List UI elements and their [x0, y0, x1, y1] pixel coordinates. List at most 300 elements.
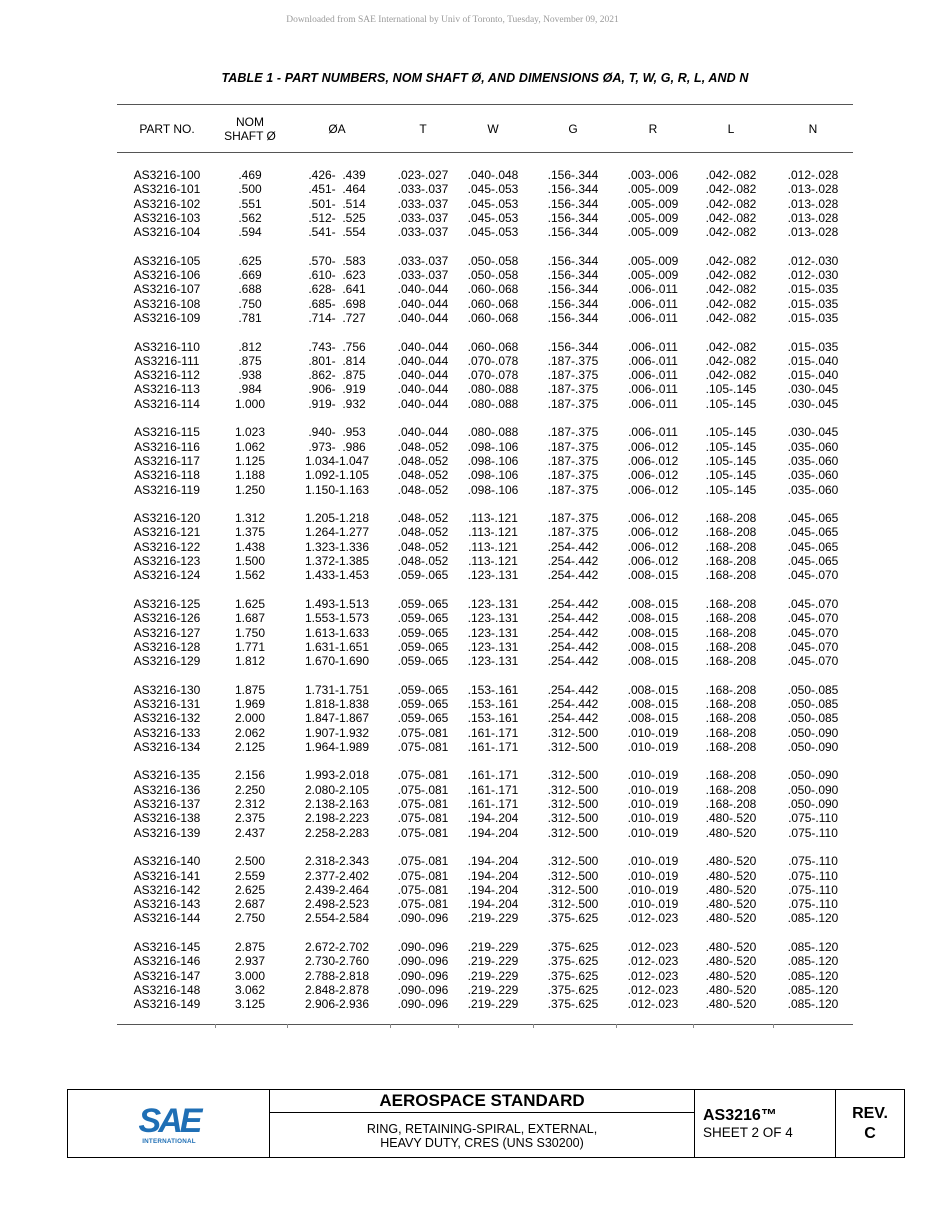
table-cell: .075-.081	[397, 854, 449, 869]
table-cell: .085-.120	[787, 997, 839, 1012]
table-cell: .090-.096	[397, 997, 449, 1012]
table-cell: .050-.090	[787, 782, 839, 797]
table-cell: 1.250	[234, 482, 266, 497]
table-cell: 1.023	[234, 425, 266, 440]
table-cell: .168-.208	[705, 739, 757, 754]
table-cell: .123-.131	[467, 639, 519, 654]
table-cell: .161-.171	[467, 739, 519, 754]
table-cell: .059-.065	[397, 696, 449, 711]
table-cell: .040-.044	[397, 368, 449, 383]
table-cell: .312-.500	[547, 882, 599, 897]
table-cell: AS3216-118	[134, 468, 200, 483]
table-cell: .194-.204	[467, 825, 519, 840]
table-cell: .080-.088	[467, 425, 519, 440]
table-cell: .090-.096	[397, 968, 449, 983]
table-cell: .113-.121	[468, 554, 518, 569]
table-cell: .312-.500	[547, 811, 599, 826]
table-cell: .254-.442	[547, 625, 599, 640]
table-cell: .743- .756	[308, 339, 366, 354]
table-cell: AS3216-115	[134, 425, 200, 440]
table-cell: .312-.500	[547, 897, 599, 912]
table-cell: 1.818-1.838	[304, 696, 370, 711]
table-cell: .023-.027	[397, 168, 449, 182]
table-cell: 1.438	[234, 539, 266, 554]
table-cell: .254-.442	[547, 554, 599, 569]
table-cell: .113-.121	[468, 525, 518, 540]
table-cell: .048-.052	[397, 539, 449, 554]
table-cell: AS3216-133	[133, 725, 201, 740]
table-cell: 2.318-2.343	[304, 854, 370, 869]
table-cell: .480-.520	[705, 868, 757, 883]
table-cell: 2.312	[234, 797, 266, 812]
table-cell: .194-.204	[467, 854, 519, 869]
table-cell: .042-.082	[705, 196, 757, 211]
table-cell: .123-.131	[467, 611, 519, 626]
table-cell: AS3216-131	[133, 696, 201, 711]
table-cell: .015-.040	[787, 353, 839, 368]
table-cell: .254-.442	[547, 568, 599, 583]
table-cell: AS3216-101	[133, 182, 201, 197]
table-cell: .006-.012	[627, 525, 679, 540]
header-t: T	[419, 122, 427, 136]
table-cell: AS3216-105	[133, 253, 201, 268]
header-l: L	[727, 122, 735, 136]
table-cell: .105-.145	[705, 453, 757, 468]
table-cell: 3.125	[234, 997, 266, 1012]
table-cell: .168-.208	[705, 539, 757, 554]
header-w: W	[487, 122, 499, 136]
table-cell: .050-.085	[787, 711, 839, 726]
table-cell: .105-.145	[705, 468, 757, 483]
table-cell: .551	[238, 196, 262, 211]
table-cell: .098-.106	[467, 439, 519, 454]
table-cell: 2.062	[234, 725, 266, 740]
table-cell: .090-.096	[397, 940, 449, 955]
table-cell: AS3216-144	[133, 911, 201, 926]
table-cell: .050-.090	[787, 768, 839, 783]
table-cell: AS3216-100	[133, 168, 201, 182]
table-cell: 1.771	[234, 639, 266, 654]
col-dia-a	[287, 168, 387, 1012]
table-cell: 2.906-2.936	[304, 997, 370, 1012]
table-cell: 2.625	[234, 882, 266, 897]
table-cell: 1.562	[234, 568, 266, 583]
table-cell: .006-.011	[628, 382, 678, 397]
sae-logo-text: SAE	[138, 1101, 199, 1140]
table-cell: .940- .953	[308, 425, 366, 440]
table-cell: AS3216-146	[133, 954, 201, 969]
table-cell: .008-.015	[627, 639, 679, 654]
table-cell: .010-.019	[627, 868, 679, 883]
table-cell: .045-.053	[467, 196, 519, 211]
table-cell: AS3216-138	[133, 811, 201, 826]
column-separator	[533, 1024, 534, 1028]
table-cell: .006-.011	[628, 282, 678, 297]
table-cell: AS3216-130	[133, 682, 201, 697]
table-cell: 2.750	[234, 911, 266, 926]
table-cell: AS3216-106	[133, 268, 201, 283]
table-cell: .040-.044	[397, 396, 449, 411]
table-cell: .312-.500	[547, 868, 599, 883]
table-cell: .010-.019	[627, 725, 679, 740]
table-cell: .045-.053	[467, 182, 519, 197]
table-cell: .098-.106	[467, 482, 519, 497]
table-cell: .254-.442	[547, 682, 599, 697]
table-cell: 2.156	[234, 768, 266, 783]
table-cell: 2.875	[234, 940, 266, 955]
table-cell: .045-.070	[787, 568, 839, 583]
table-cell: .059-.065	[397, 682, 449, 697]
table-cell: .048-.052	[397, 482, 449, 497]
table-cell: 1.375	[234, 525, 266, 540]
table-cell: .013-.028	[787, 225, 839, 240]
table-cell: .187-.375	[547, 368, 599, 383]
table-cell: .219-.229	[467, 954, 519, 969]
table-cell: AS3216-109	[133, 310, 201, 325]
table-cell: .050-.085	[787, 696, 839, 711]
table-cell: .105-.145	[705, 396, 757, 411]
table-cell: .050-.058	[467, 253, 519, 268]
table-cell: .075-.081	[397, 797, 449, 812]
table-cell: 1.188	[234, 468, 266, 483]
table-cell: .012-.023	[627, 968, 679, 983]
table-cell: 1.264-1.277	[304, 525, 370, 540]
table-cell: .075-.110	[788, 868, 838, 883]
table-cell: .006-.011	[628, 396, 678, 411]
table-cell: .541- .554	[308, 225, 366, 240]
table-cell: .426- .439	[308, 168, 366, 182]
column-separator	[390, 1024, 391, 1028]
table-cell: .050-.090	[787, 797, 839, 812]
table-cell: .059-.065	[397, 611, 449, 626]
table-cell: .045-.065	[787, 511, 839, 526]
table-cell: .187-.375	[547, 439, 599, 454]
table-cell: .090-.096	[397, 954, 449, 969]
col-l	[693, 168, 769, 1012]
table-cell: .812	[238, 339, 262, 354]
table-cell: .033-.037	[397, 210, 449, 225]
revision-value: C	[864, 1124, 876, 1142]
header-n: N	[808, 122, 818, 136]
table-cell: .060-.068	[467, 296, 519, 311]
header-nom-shaft	[215, 105, 285, 153]
table-cell: .075-.110	[788, 811, 838, 826]
col-nom-shaft	[215, 168, 285, 1012]
document-title-line1: RING, RETAINING-SPIRAL, EXTERNAL,	[366, 1122, 598, 1136]
table-cell: .375-.625	[547, 968, 599, 983]
table-cell: .512- .525	[308, 210, 366, 225]
column-separator	[616, 1024, 617, 1028]
table-cell: .168-.208	[705, 596, 757, 611]
table-cell: AS3216-124	[133, 568, 201, 583]
table-cell: .156-.344	[547, 225, 599, 240]
table-cell: AS3216-112	[134, 368, 200, 383]
table-cell: AS3216-140	[133, 854, 201, 869]
table-cell: .008-.015	[627, 654, 679, 669]
table-cell: .075-.081	[397, 768, 449, 783]
table-cell: 2.080-2.105	[304, 782, 370, 797]
table-cell: .187-.375	[547, 425, 599, 440]
table-cell: 2.250	[234, 782, 266, 797]
table-cell: .500	[238, 182, 262, 197]
table-cell: AS3216-120	[133, 511, 201, 526]
table-cell: AS3216-135	[133, 768, 201, 783]
col-w	[458, 168, 528, 1012]
table-cell: .875	[238, 353, 262, 368]
table-cell: .194-.204	[467, 882, 519, 897]
table-cell: .059-.065	[397, 596, 449, 611]
table-cell: .035-.060	[787, 468, 839, 483]
table-cell: .168-.208	[705, 782, 757, 797]
table-cell: .015-.035	[787, 339, 839, 354]
table-cell: AS3216-141	[133, 868, 201, 883]
table-cell: .312-.500	[547, 739, 599, 754]
table-cell: .040-.044	[397, 353, 449, 368]
table-cell: .006-.012	[627, 539, 679, 554]
table-cell: .042-.082	[705, 253, 757, 268]
table-cell: .862- .875	[308, 368, 366, 383]
table-cell: .006-.012	[627, 482, 679, 497]
table-cell: .480-.520	[705, 825, 757, 840]
table-cell: .194-.204	[467, 868, 519, 883]
table-cell: 1.731-1.751	[304, 682, 370, 697]
table-cell: .048-.052	[397, 453, 449, 468]
table-cell: .714- .727	[308, 310, 366, 325]
table-cell: .045-.070	[787, 611, 839, 626]
table-cell: .006-.011	[628, 425, 678, 440]
table-cell: .006-.011	[628, 296, 678, 311]
table-cell: .123-.131	[467, 654, 519, 669]
table-cell: 2.439-2.464	[304, 882, 370, 897]
table-cell: .006-.011	[628, 339, 678, 354]
table-cell: AS3216-136	[133, 782, 201, 797]
table-cell: 2.672-2.702	[304, 940, 370, 955]
table-cell: .480-.520	[705, 854, 757, 869]
table-cell: AS3216-114	[134, 396, 200, 411]
table-cell: .194-.204	[467, 897, 519, 912]
table-cell: .688	[238, 282, 262, 297]
table-cell: AS3216-103	[133, 210, 201, 225]
sae-logo-cell	[68, 1090, 270, 1157]
table-cell: .042-.082	[705, 310, 757, 325]
table-cell: .010-.019	[627, 768, 679, 783]
table-cell: 1.969	[234, 696, 266, 711]
table-cell: .012-.023	[627, 982, 679, 997]
table-cell: 1.625	[234, 596, 266, 611]
table-cell: .075-.081	[397, 739, 449, 754]
table-cell: .906- .919	[308, 382, 366, 397]
table-cell: .010-.019	[627, 782, 679, 797]
header-nom-line2: SHAFT Ø	[224, 129, 276, 143]
table-cell: .008-.015	[627, 611, 679, 626]
table-cell: .194-.204	[467, 811, 519, 826]
col-t	[390, 168, 456, 1012]
table-cell: AS3216-111	[134, 353, 200, 368]
table-cell: .059-.065	[397, 625, 449, 640]
table-cell: .042-.082	[705, 282, 757, 297]
table-cell: .012-.030	[787, 268, 839, 283]
table-cell: .312-.500	[547, 768, 599, 783]
table-cell: .040-.044	[397, 296, 449, 311]
table-cell: .156-.344	[547, 282, 599, 297]
table-cell: .187-.375	[547, 482, 599, 497]
table-cell: 2.138-2.163	[304, 797, 370, 812]
table-cell: .050-.090	[787, 725, 839, 740]
table-cell: .187-.375	[547, 353, 599, 368]
table-cell: .005-.009	[627, 253, 679, 268]
table-cell: .005-.009	[627, 268, 679, 283]
standard-cell	[270, 1090, 695, 1157]
download-watermark: Downloaded from SAE International by Univ of Toronto, Tuesday, November 09, 2021	[286, 15, 619, 25]
table-cell: 1.150-1.163	[304, 482, 370, 497]
table-cell: .153-.161	[467, 696, 519, 711]
table-cell: 2.559	[234, 868, 266, 883]
table-cell: .012-.028	[787, 168, 839, 182]
table-cell: AS3216-145	[133, 940, 201, 955]
table-cell: .168-.208	[705, 725, 757, 740]
table-cell: .008-.015	[627, 568, 679, 583]
table-cell: .010-.019	[627, 739, 679, 754]
table-cell: .625	[238, 253, 262, 268]
table-cell: .219-.229	[467, 982, 519, 997]
table-cell: 1.433-1.453	[304, 568, 370, 583]
table-cell: .085-.120	[787, 954, 839, 969]
table-cell: .010-.019	[627, 882, 679, 897]
table-cell: .050-.090	[787, 739, 839, 754]
table-cell: .480-.520	[705, 897, 757, 912]
table-cell: .075-.110	[788, 854, 838, 869]
table-cell: .015-.040	[787, 368, 839, 383]
table-cell: .080-.088	[467, 382, 519, 397]
table-cell: .168-.208	[705, 554, 757, 569]
table-cell: 2.377-2.402	[304, 868, 370, 883]
table-cell: 2.258-2.283	[304, 825, 370, 840]
table-cell: .156-.344	[547, 196, 599, 211]
table-cell: 2.000	[234, 711, 266, 726]
table-cell: AS3216-143	[133, 897, 201, 912]
table-cell: 1.500	[234, 554, 266, 569]
header-nom-line1: NOM	[236, 115, 264, 129]
table-cell: .161-.171	[467, 782, 519, 797]
table-cell: .480-.520	[705, 811, 757, 826]
table-cell: .010-.019	[627, 825, 679, 840]
table-cell: .048-.052	[397, 468, 449, 483]
standard-type: AEROSPACE STANDARD	[270, 1090, 694, 1113]
table-cell: .040-.044	[397, 310, 449, 325]
col-r	[616, 168, 690, 1012]
table-cell: .048-.052	[397, 511, 449, 526]
table-cell: .033-.037	[397, 253, 449, 268]
column-separator	[215, 1024, 216, 1028]
table-cell: AS3216-149	[133, 997, 201, 1012]
table-cell: .254-.442	[547, 539, 599, 554]
table-cell: .075-.110	[788, 897, 838, 912]
table-cell: .168-.208	[705, 525, 757, 540]
table-cell: AS3216-117	[134, 453, 200, 468]
table-cell: .168-.208	[705, 654, 757, 669]
table-cell: .669	[238, 268, 262, 283]
table-cell: .480-.520	[705, 940, 757, 955]
table-cell: AS3216-107	[133, 282, 201, 297]
table-cell: AS3216-137	[133, 797, 201, 812]
document-title-line2: HEAVY DUTY, CRES (UNS S30200)	[380, 1136, 584, 1150]
table-cell: .060-.068	[467, 310, 519, 325]
revision-cell	[836, 1090, 904, 1157]
table-cell: .156-.344	[547, 253, 599, 268]
table-cell: .006-.011	[628, 368, 678, 383]
table-cell: .254-.442	[547, 696, 599, 711]
table-cell: .685- .698	[308, 296, 366, 311]
table-cell: .042-.082	[705, 225, 757, 240]
table-cell: .008-.015	[627, 682, 679, 697]
table-cell: 2.730-2.760	[304, 954, 370, 969]
sheet-number: SHEET 2 OF 4	[703, 1125, 793, 1140]
table-cell: AS3216-139	[133, 825, 201, 840]
table-cell: .168-.208	[705, 797, 757, 812]
table-cell: .048-.052	[397, 554, 449, 569]
table-cell: 2.848-2.878	[304, 982, 370, 997]
table-cell: .781	[238, 310, 262, 325]
table-cell: 2.554-2.584	[304, 911, 370, 926]
table-cell: 2.375	[234, 811, 266, 826]
table-cell: .040-.044	[397, 382, 449, 397]
table-cell: .008-.015	[627, 711, 679, 726]
col-g	[533, 168, 613, 1012]
header-g: G	[568, 122, 578, 136]
table-cell: .161-.171	[467, 725, 519, 740]
table-cell: .628- .641	[308, 282, 366, 297]
column-separator	[693, 1024, 694, 1028]
table-cell: 1.553-1.573	[304, 611, 370, 626]
sae-logo	[129, 1102, 209, 1146]
table-cell: .480-.520	[705, 911, 757, 926]
table-cell: .012-.023	[627, 940, 679, 955]
table-cell: .168-.208	[705, 711, 757, 726]
table-cell: .312-.500	[547, 797, 599, 812]
table-cell: .040-.048	[467, 168, 519, 182]
table-cell: AS3216-132	[133, 711, 201, 726]
table-cell: 2.437	[234, 825, 266, 840]
table-cell: 1.847-1.867	[304, 711, 370, 726]
table-cell: .060-.068	[467, 339, 519, 354]
table-cell: .187-.375	[547, 453, 599, 468]
table-cell: .045-.065	[787, 554, 839, 569]
table-cell: 1.993-2.018	[304, 768, 370, 783]
table-cell: .040-.044	[397, 282, 449, 297]
table-cell: .045-.070	[787, 625, 839, 640]
table-cell: 1.092-1.105	[304, 468, 370, 483]
table-cell: .123-.131	[467, 596, 519, 611]
table-cell: .012-.023	[627, 911, 679, 926]
table-cell: .938	[238, 368, 262, 383]
table-cell: .035-.060	[787, 453, 839, 468]
table-cell: .005-.009	[627, 210, 679, 225]
table-cell: AS3216-142	[133, 882, 201, 897]
table-cell: .312-.500	[547, 782, 599, 797]
table-cell: .480-.520	[705, 982, 757, 997]
table-cell: .045-.065	[787, 525, 839, 540]
table-cell: .045-.070	[787, 639, 839, 654]
table-cell: .187-.375	[547, 468, 599, 483]
header-part-no: PART NO.	[139, 122, 195, 136]
table-cell: AS3216-121	[133, 525, 201, 540]
table-cell: .562	[238, 210, 262, 225]
table-cell: 2.500	[234, 854, 266, 869]
table-cell: 1.062	[234, 439, 266, 454]
col-n	[773, 168, 853, 1012]
table-cell: AS3216-128	[133, 639, 201, 654]
table-cell: .006-.012	[627, 511, 679, 526]
